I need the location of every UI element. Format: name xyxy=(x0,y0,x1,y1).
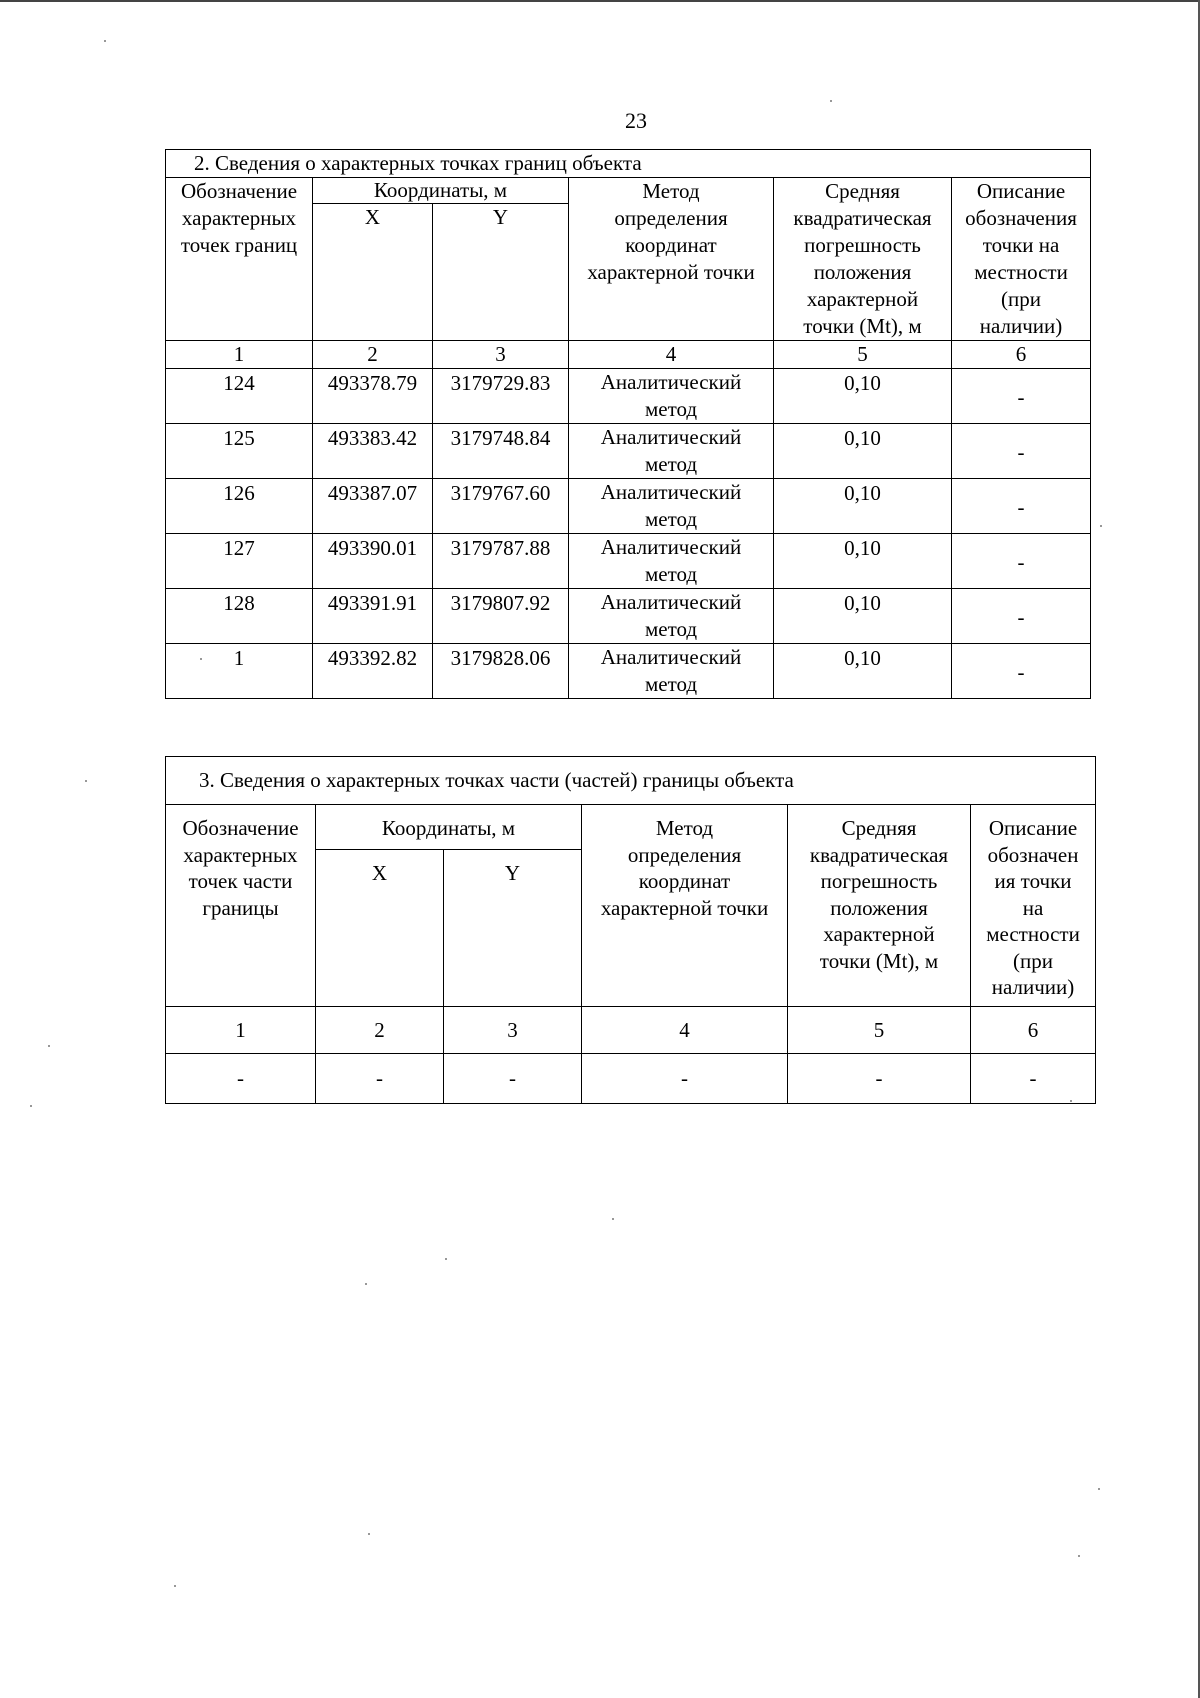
error-cell: 0,10 xyxy=(774,589,952,644)
description-cell: - xyxy=(952,644,1091,699)
table-row xyxy=(166,1054,1096,1104)
coord-y: 3179807.92 xyxy=(433,589,569,644)
empty-cell: - xyxy=(971,1054,1096,1104)
scan-speck xyxy=(174,1585,176,1587)
coord-x: 493387.07 xyxy=(313,479,433,534)
method-cell: Аналитический метод xyxy=(569,534,774,589)
column-number: 3 xyxy=(433,341,569,369)
column-number-row xyxy=(166,341,1091,369)
page-number: 23 xyxy=(625,108,647,133)
column-number: 6 xyxy=(952,341,1091,369)
method-cell: Аналитический метод xyxy=(569,424,774,479)
header-coordinates: Координаты, м xyxy=(313,178,569,204)
table-row xyxy=(166,479,1091,534)
table-row xyxy=(166,644,1091,699)
coord-x: 493383.42 xyxy=(313,424,433,479)
empty-cell: - xyxy=(788,1054,971,1104)
scan-speck xyxy=(612,1218,614,1220)
column-number: 6 xyxy=(971,1007,1096,1054)
point-id: 1 xyxy=(166,644,313,699)
scan-speck xyxy=(48,1045,50,1047)
method-cell: Аналитический метод xyxy=(569,589,774,644)
header-description: Описание обозначения точки на местности (при наличии) xyxy=(952,178,1091,341)
header-x: X xyxy=(316,850,444,1007)
empty-cell: - xyxy=(444,1054,582,1104)
table-row xyxy=(166,534,1091,589)
table-row xyxy=(166,369,1091,424)
description-cell: - xyxy=(952,479,1091,534)
method-cell: Аналитический метод xyxy=(569,644,774,699)
empty-cell: - xyxy=(582,1054,788,1104)
scan-edge-top xyxy=(0,0,1200,2)
scan-speck xyxy=(200,658,202,660)
empty-cell: - xyxy=(166,1054,316,1104)
point-id: 125 xyxy=(166,424,313,479)
error-cell: 0,10 xyxy=(774,534,952,589)
column-number: 2 xyxy=(313,341,433,369)
scan-speck xyxy=(1070,1100,1072,1102)
description-cell: - xyxy=(952,369,1091,424)
description-cell: - xyxy=(952,534,1091,589)
scan-speck xyxy=(1100,525,1102,527)
coord-y: 3179748.84 xyxy=(433,424,569,479)
description-cell: - xyxy=(952,424,1091,479)
error-cell: 0,10 xyxy=(774,479,952,534)
boundary-points-table xyxy=(165,149,1091,699)
column-number: 5 xyxy=(788,1007,971,1054)
method-cell: Аналитический метод xyxy=(569,479,774,534)
point-id: 126 xyxy=(166,479,313,534)
scan-speck xyxy=(104,40,106,42)
coord-y: 3179828.06 xyxy=(433,644,569,699)
empty-cell: - xyxy=(316,1054,444,1104)
table-row xyxy=(166,589,1091,644)
scan-speck xyxy=(30,1105,32,1107)
point-id: 127 xyxy=(166,534,313,589)
scan-speck xyxy=(85,780,87,782)
coord-x: 493378.79 xyxy=(313,369,433,424)
header-designation: Обозначение характерных точек границ xyxy=(166,178,313,341)
error-cell: 0,10 xyxy=(774,644,952,699)
error-cell: 0,10 xyxy=(774,369,952,424)
column-number: 4 xyxy=(569,341,774,369)
header-method: Метод определения координат характерной точки xyxy=(569,178,774,341)
column-number: 1 xyxy=(166,1007,316,1054)
column-number-row xyxy=(166,1007,1096,1054)
header-designation: Обозначение характерных точек части границы xyxy=(166,805,316,1007)
header-description: Описание обозначен ия точки на местности (при наличии) xyxy=(971,805,1096,1007)
scan-speck xyxy=(1098,1488,1100,1490)
column-number: 3 xyxy=(444,1007,582,1054)
header-coordinates: Координаты, м xyxy=(316,805,582,850)
header-y: Y xyxy=(433,204,569,341)
header-error: Средняя квадратическая погрешность положения характерной точки (Mt), м xyxy=(788,805,971,1007)
column-number: 5 xyxy=(774,341,952,369)
table-title: 3. Сведения о характерных точках части (частей) границы объекта xyxy=(166,757,1096,805)
header-x: X xyxy=(313,204,433,341)
column-number: 2 xyxy=(316,1007,444,1054)
boundary-part-points-table xyxy=(165,756,1096,1104)
error-cell: 0,10 xyxy=(774,424,952,479)
scan-speck xyxy=(1078,1555,1080,1557)
scan-speck xyxy=(445,1258,447,1260)
scan-speck xyxy=(830,100,832,102)
coord-x: 493390.01 xyxy=(313,534,433,589)
description-cell: - xyxy=(952,589,1091,644)
column-number: 4 xyxy=(582,1007,788,1054)
coord-x: 493391.91 xyxy=(313,589,433,644)
header-method: Метод определения координат характерной точки xyxy=(582,805,788,1007)
coord-y: 3179767.60 xyxy=(433,479,569,534)
header-error: Средняя квадратическая погрешность положения характерной точки (Mt), м xyxy=(774,178,952,341)
scan-speck xyxy=(368,1533,370,1535)
table-title: 2. Сведения о характерных точках границ объекта xyxy=(166,150,1091,178)
coord-x: 493392.82 xyxy=(313,644,433,699)
method-cell: Аналитический метод xyxy=(569,369,774,424)
point-id: 128 xyxy=(166,589,313,644)
coord-y: 3179729.83 xyxy=(433,369,569,424)
coord-y: 3179787.88 xyxy=(433,534,569,589)
column-number: 1 xyxy=(166,341,313,369)
scan-speck xyxy=(365,1283,367,1285)
table-row xyxy=(166,424,1091,479)
header-y: Y xyxy=(444,850,582,1007)
point-id: 124 xyxy=(166,369,313,424)
